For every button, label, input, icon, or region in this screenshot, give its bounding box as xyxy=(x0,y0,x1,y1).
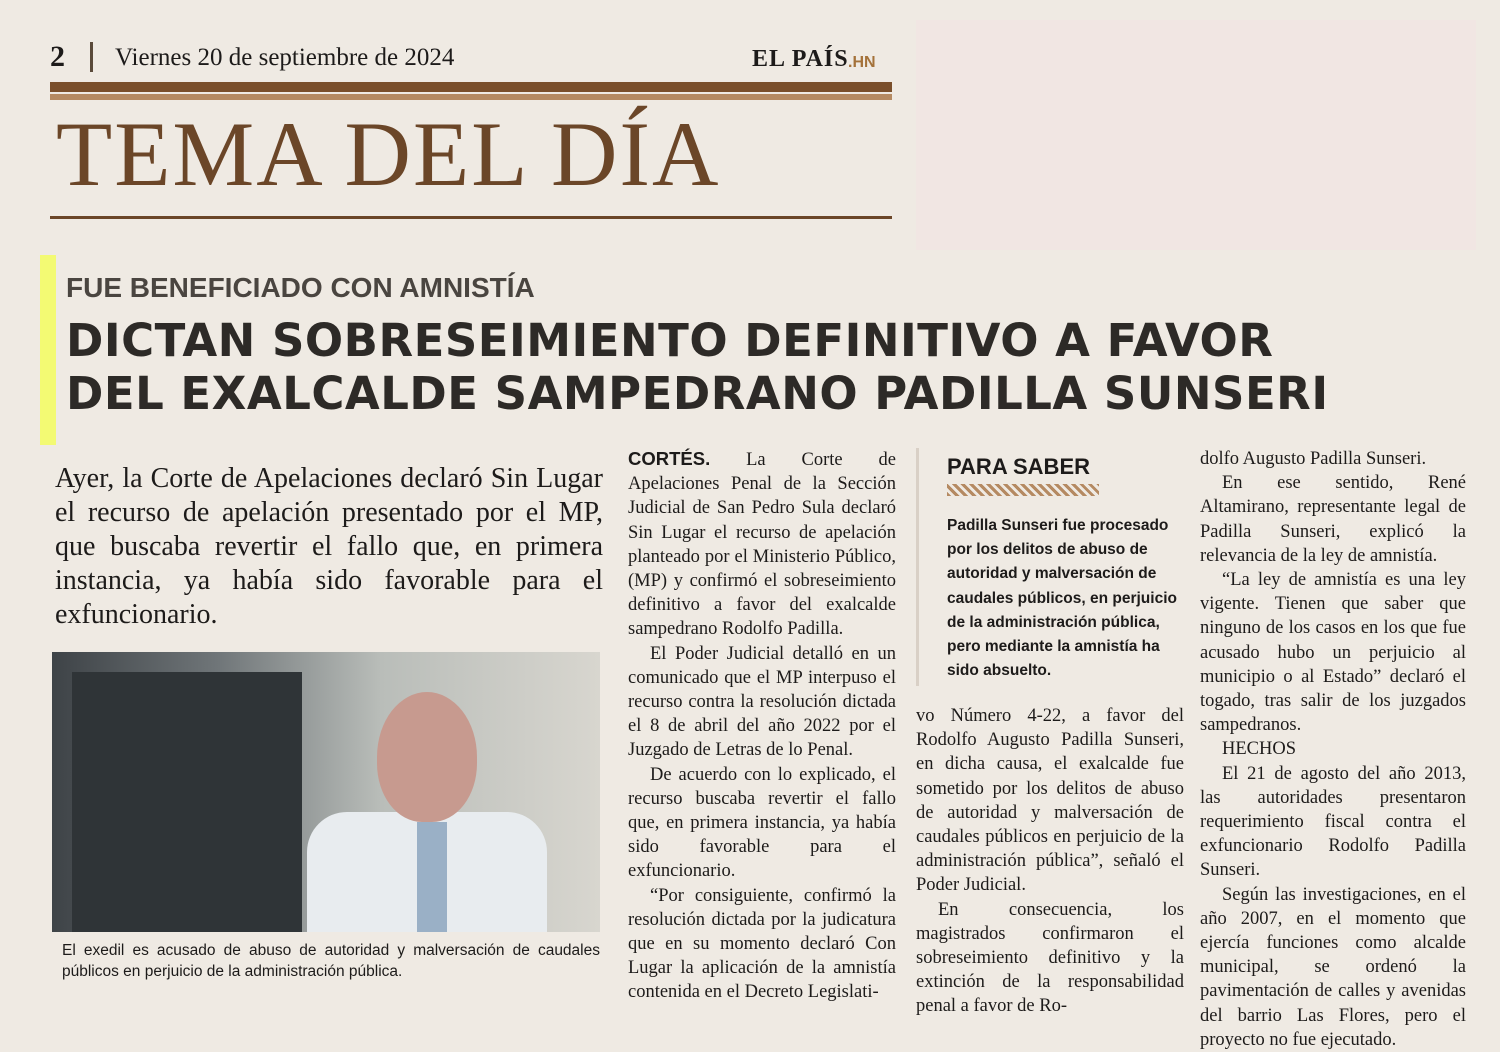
article-kicker: FUE BENEFICIADO CON AMNISTÍA xyxy=(66,272,535,303)
article-photo xyxy=(52,652,600,932)
header-rule xyxy=(50,82,892,92)
subheading-hechos: HECHOS xyxy=(1222,739,1297,760)
headline-line-1: DICTAN SOBRESEIMIENTO DEFINITIVO A FAVOR xyxy=(66,314,1274,367)
article-headline xyxy=(66,314,1466,420)
photo-caption: El exedil es acusado de abuso de autoridad y malversación de caudales públicos en perjuicio de la administración pública. xyxy=(62,942,600,980)
subject-head xyxy=(377,692,477,822)
masthead-brand: EL PAÍS xyxy=(752,46,849,72)
paragraph: El 21 de agosto del año 2013, las autoridades presentaron requerimiento fiscal contra el exfuncionario Rodolfo Padilla Sunseri. xyxy=(1200,763,1466,881)
subject-tie xyxy=(417,822,447,932)
paragraph: En consecuencia, los magistrados confirmaron el sobreseimiento definitivo y la extinción de la responsabilidad penal a favor de Ro- xyxy=(916,899,1184,1017)
paragraph xyxy=(628,447,896,642)
paragraph: Según las investigaciones, en el año 2007, en el momento que ejercía funciones como alcalde municipal, se ordenó la pavimentación de calles y avenidas del barrio Las Flores, pero el proyecto no fue ejecutado. xyxy=(1200,884,1466,1050)
redacted-block xyxy=(916,20,1476,250)
sidebar-text: Padilla Sunseri fue procesado por los delitos de abuso de autoridad y malversación de caudales públicos, en perjuicio de la administración pública, pero mediante la amnistía ha sido absuelto. xyxy=(947,517,1177,680)
issue-date: Viernes 20 de septiembre de 2024 xyxy=(115,44,455,71)
para-saber-box xyxy=(916,448,1183,686)
paragraph: El Poder Judicial detalló en un comunicado que el MP interpuso el recurso contra la resolución dictada el 8 de abril del año 2022 por el Juzgado de Letras de lo Penal. xyxy=(628,643,896,761)
paragraph: En ese sentido, René Altamirano, representante legal de Padilla Sunseri, explicó la relevancia de la ley de amnistía. xyxy=(1200,473,1466,566)
paragraph: De acuerdo con lo explicado, el recurso buscaba revertir el fallo que, en primera instancia, ya había sido favorable para el exfuncionario. xyxy=(628,764,896,882)
headline-line-2: DEL EXALCALDE SAMPEDRANO PADILLA SUNSERI xyxy=(66,367,1329,420)
sidebar-stripes xyxy=(947,484,1099,496)
paragraph: “Por consiguiente, confirmó la resolución dictada por la judicatura que en su momento declaró Con Lugar la aplicación de la amnistía contenida en el Decreto Legislati- xyxy=(628,885,896,1003)
highlighter-mark xyxy=(40,255,56,445)
photo-doorway xyxy=(72,672,302,932)
section-rule xyxy=(50,216,892,219)
paragraph: dolfo Augusto Padilla Sunseri. xyxy=(1200,449,1427,469)
article-column-2 xyxy=(628,447,896,1005)
dateline: CORTÉS. xyxy=(628,448,711,469)
paragraph: “La ley de amnistía es una ley vigente. Tienen que saber que ninguno de los casos en los que fue acusado hubo un perjuicio al municipio o al Estado” declaró el togado, tras salir de los juzgados sampedranos. xyxy=(1200,570,1466,736)
page-number: 2 xyxy=(50,40,65,73)
article-column-3 xyxy=(916,704,1184,1019)
paragraph: vo Número 4-22, a favor del Rodolfo Augusto Padilla Sunseri, en dicha causa, el exalcalde fue sometido por los delitos de abuso de autoridad y malversación de caudales públicos en perjuicio de la administración pública”, señaló el Poder Judicial. xyxy=(916,706,1184,896)
article-lead: Ayer, la Corte de Apelaciones declaró Sin Lugar el recurso de apelación presentado por el MP, que buscaba revertir el fallo que, en primera instancia, ya había sido favorable para el exfuncionario. xyxy=(55,463,603,630)
header-separator xyxy=(90,42,93,72)
sidebar-title: PARA SABER xyxy=(947,454,1091,479)
article-column-4 xyxy=(1200,447,1466,1052)
header-rule-secondary xyxy=(50,94,892,100)
masthead-brand-suffix: .HN xyxy=(848,54,876,71)
photo-subject xyxy=(307,692,527,932)
section-title: TEMA DEL DÍA xyxy=(56,103,721,205)
paragraph-text: La Corte de Apelaciones Penal de la Sección Judicial de San Pedro Sula declaró Sin Lugar el recurso de apelación planteado por el Ministerio Público, (MP) y confirmó el sobreseimiento definitivo a favor del exalcalde sampedrano Rodolfo Padilla. xyxy=(628,450,896,640)
